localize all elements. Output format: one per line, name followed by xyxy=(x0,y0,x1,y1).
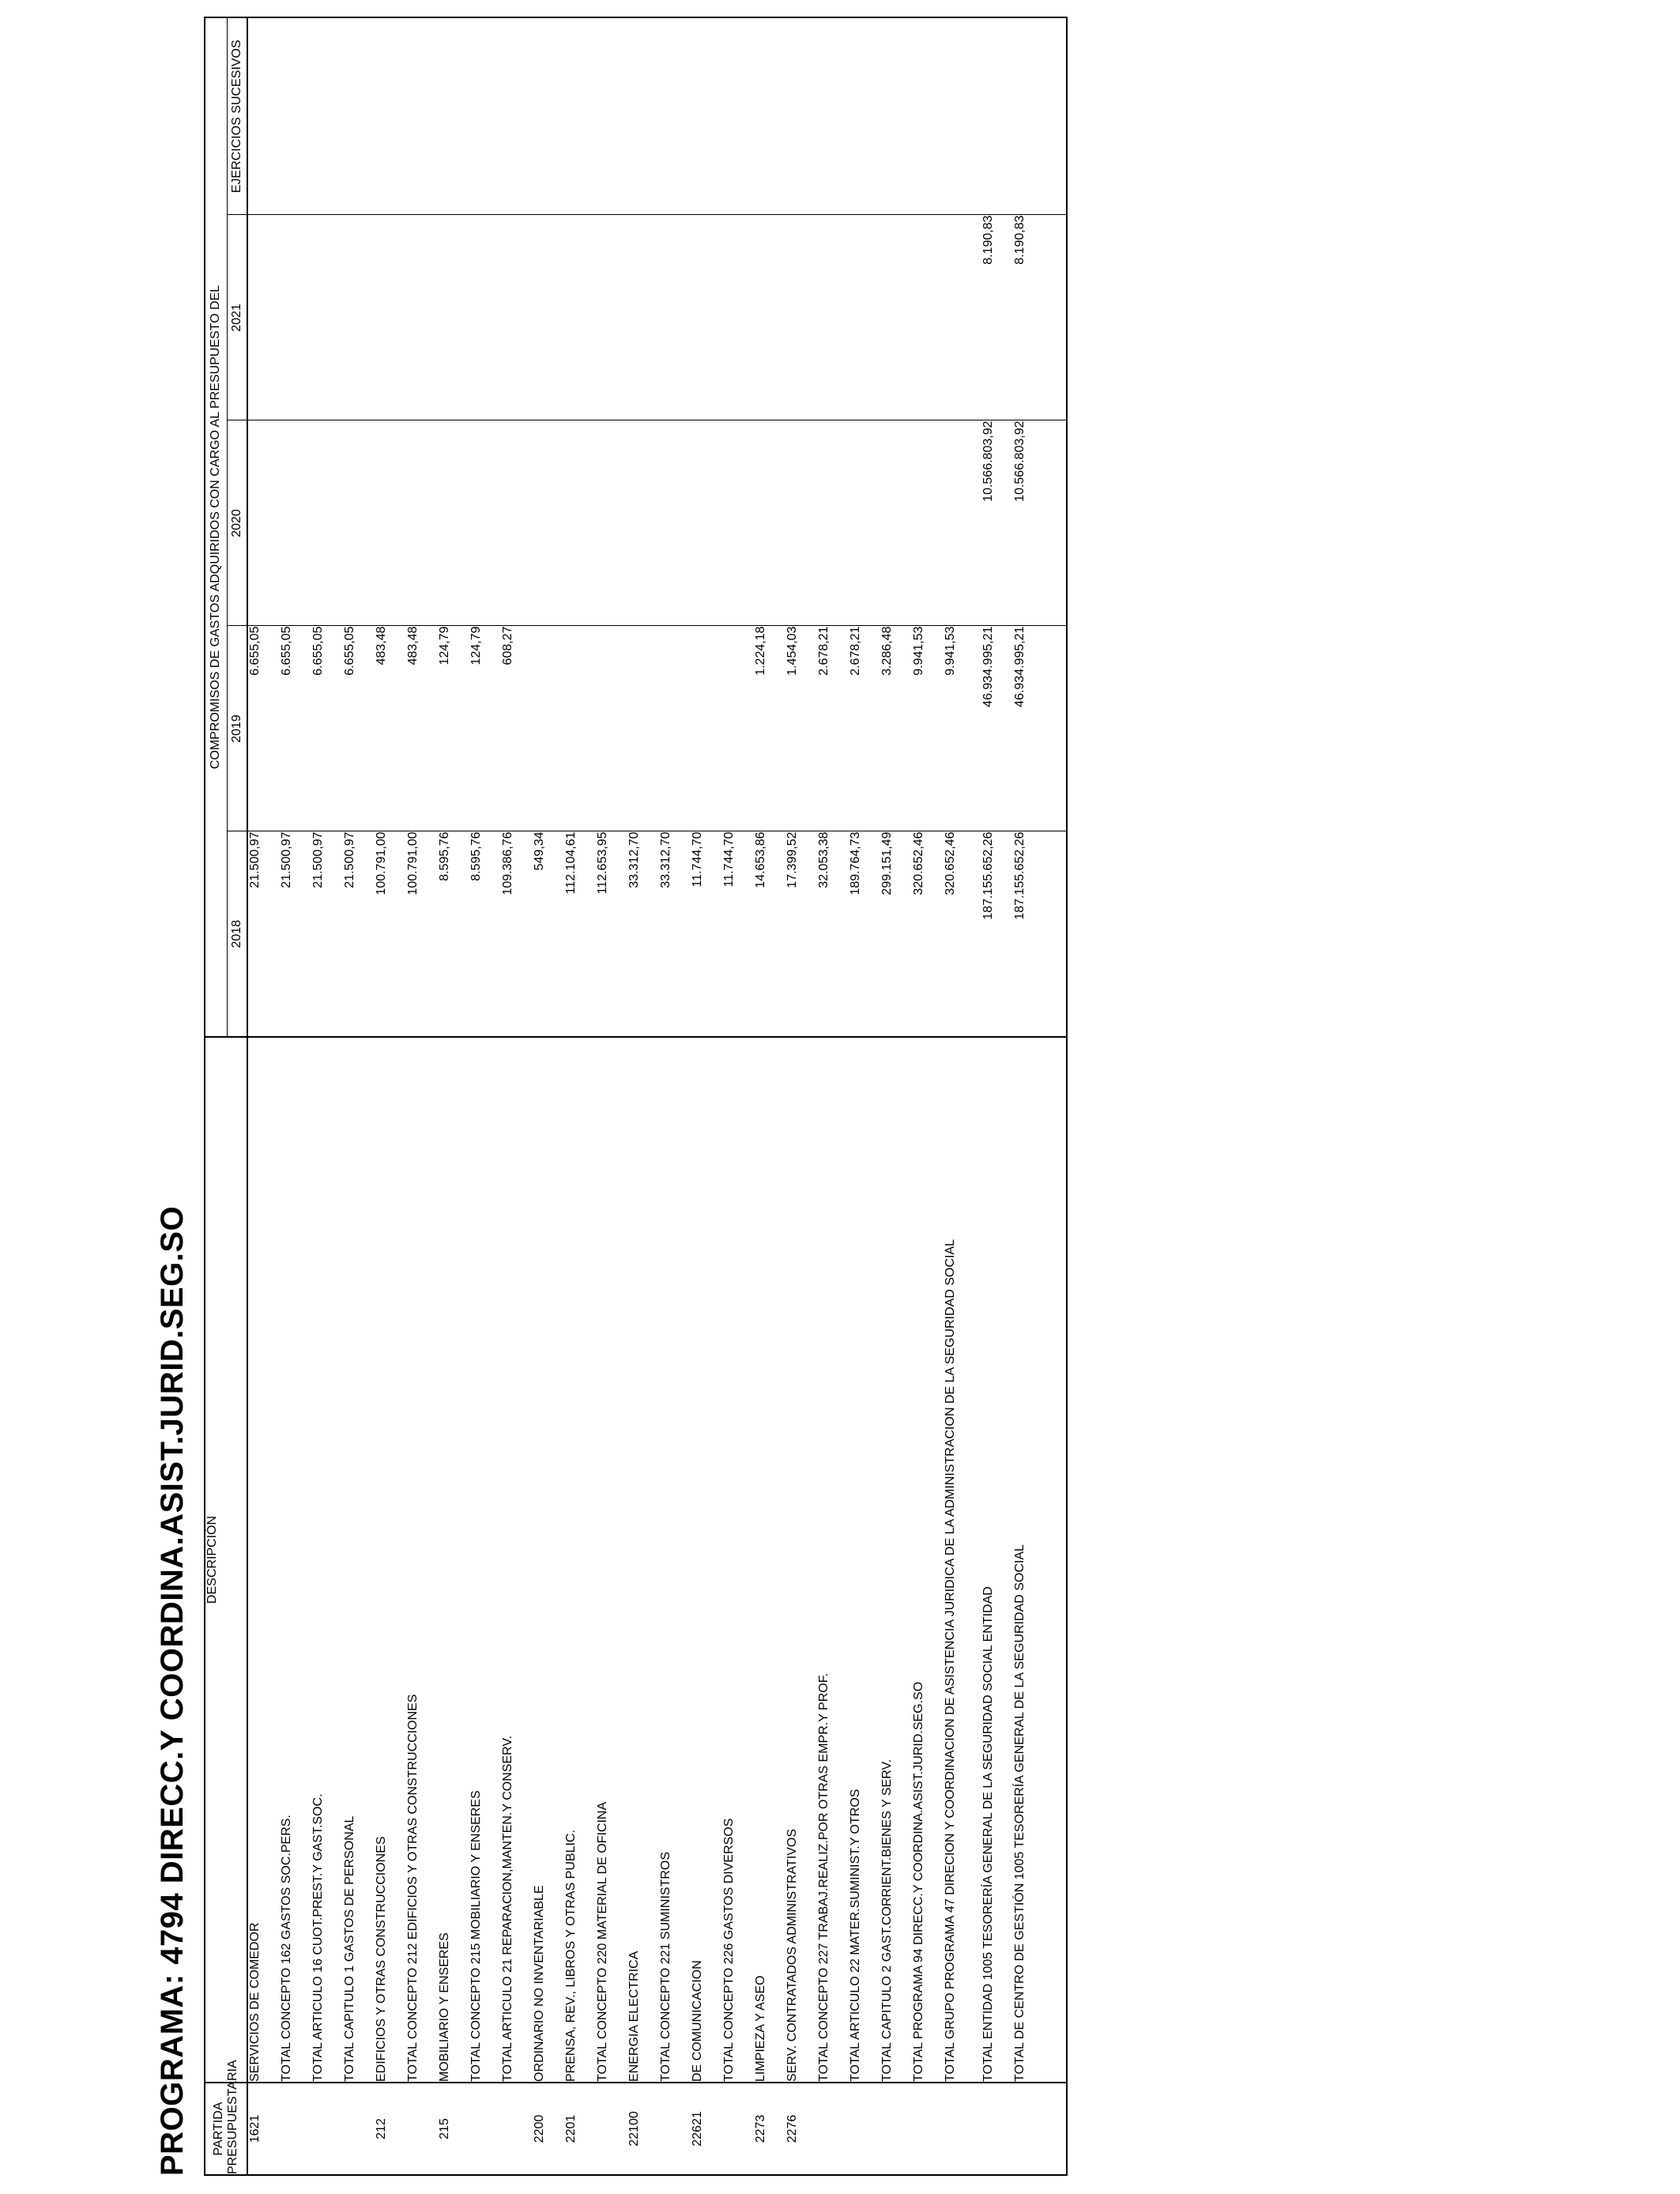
amount-cell-vsuc xyxy=(438,17,469,215)
table-row xyxy=(691,17,722,2175)
descripcion-cell: TOTAL CONCEPTO 215 MOBILIARIO Y ENSERES xyxy=(469,1037,501,2083)
table-row xyxy=(533,17,564,2175)
amount-cell-vsuc xyxy=(280,17,311,215)
amount-cell-v2020: 10.566.803,92 xyxy=(981,420,1013,626)
amount-cell-v2021 xyxy=(280,215,311,420)
amount-cell-v2020 xyxy=(754,420,785,626)
table-row xyxy=(564,17,596,2175)
amount-cell-v2018: 549,34 xyxy=(533,831,564,1037)
amount-cell-v2018: 21.500,97 xyxy=(343,831,375,1037)
amount-cell-v2021 xyxy=(438,215,469,420)
amount-cell-v2019: 483,48 xyxy=(406,626,438,831)
amount-cell-v2019: 9.941,53 xyxy=(944,626,981,831)
descripcion-cell: SERVICIOS DE COMEDOR xyxy=(247,1037,280,2083)
partida-cell xyxy=(1013,2083,1045,2175)
amount-cell-vsuc xyxy=(343,17,375,215)
partida-cell: 2201 xyxy=(564,2083,596,2175)
table-row xyxy=(722,17,754,2175)
filler-cell xyxy=(1045,2083,1067,2175)
amount-cell-v2021 xyxy=(944,215,981,420)
amount-cell-v2019: 608,27 xyxy=(501,626,533,831)
amount-cell-v2020: 10.566.803,92 xyxy=(1013,420,1045,626)
amount-cell-v2021 xyxy=(247,215,280,420)
amount-cell-vsuc xyxy=(247,17,280,215)
descripcion-cell: LIMPIEZA Y ASEO xyxy=(754,1037,785,2083)
amount-cell-v2018: 11.744,70 xyxy=(691,831,722,1037)
amount-cell-v2020 xyxy=(817,420,849,626)
amount-cell-v2020 xyxy=(280,420,311,626)
descripcion-cell: TOTAL CONCEPTO 221 SUMINISTROS xyxy=(659,1037,691,2083)
amount-cell-v2018: 187.155.652,26 xyxy=(981,831,1013,1037)
descripcion-cell: TOTAL ARTICULO 16 CUOT.PREST.Y GAST.SOC. xyxy=(311,1037,343,2083)
descripcion-cell: TOTAL CAPITULO 2 GAST.CORRIENT.BIENES Y SERV. xyxy=(880,1037,912,2083)
amount-cell-v2018: 109.386,76 xyxy=(501,831,533,1037)
filler-cell xyxy=(1045,420,1067,626)
amount-cell-v2020 xyxy=(311,420,343,626)
amount-cell-v2019: 124,79 xyxy=(469,626,501,831)
amount-cell-v2018: 14.653,86 xyxy=(754,831,785,1037)
amount-cell-v2021 xyxy=(406,215,438,420)
descripcion-cell: MOBILIARIO Y ENSERES xyxy=(438,1037,469,2083)
amount-cell-v2018: 21.500,97 xyxy=(311,831,343,1037)
descripcion-cell: TOTAL CONCEPTO 227 TRABAJ.REALIZ.POR OTRAS EMPR.Y PROF. xyxy=(817,1037,849,2083)
descripcion-cell: TOTAL DE CENTRO DE GESTIÓN 1005 TESORERÍA GENERAL DE LA SEGURIDAD SOCIAL xyxy=(1013,1037,1045,2083)
amount-cell-v2021 xyxy=(785,215,817,420)
amount-cell-vsuc xyxy=(659,17,691,215)
amount-cell-vsuc xyxy=(533,17,564,215)
amount-cell-v2020 xyxy=(375,420,406,626)
amount-cell-vsuc xyxy=(944,17,981,215)
amount-cell-v2019: 2.678,21 xyxy=(849,626,880,831)
amount-cell-v2021 xyxy=(564,215,596,420)
amount-cell-v2021 xyxy=(849,215,880,420)
table-row xyxy=(501,17,533,2175)
page-title: PROGRAMA: 4794 DIRECC.Y COORDINA.ASIST.JURID.SEG.SO xyxy=(155,1205,190,2176)
partida-cell: 215 xyxy=(438,2083,469,2175)
descripcion-cell: ORDINARIO NO INVENTARIABLE xyxy=(533,1037,564,2083)
amount-cell-v2021 xyxy=(722,215,754,420)
table-row xyxy=(912,17,944,2175)
filler-cell xyxy=(1045,1037,1067,2083)
amount-cell-v2019: 6.655,05 xyxy=(247,626,280,831)
header-ejercicios-sucesivos: EJERCICIOS SUCESIVOS xyxy=(227,17,247,215)
amount-cell-v2018: 21.500,97 xyxy=(247,831,280,1037)
table-row xyxy=(849,17,880,2175)
filler-cell xyxy=(1045,831,1067,1037)
amount-cell-vsuc xyxy=(691,17,722,215)
descripcion-cell: TOTAL CONCEPTO 226 GASTOS DIVERSOS xyxy=(722,1037,754,2083)
amount-cell-v2019 xyxy=(722,626,754,831)
partida-cell: 2276 xyxy=(785,2083,817,2175)
amount-cell-v2021 xyxy=(469,215,501,420)
partida-cell xyxy=(944,2083,981,2175)
amount-cell-v2020 xyxy=(501,420,533,626)
amount-cell-vsuc xyxy=(981,17,1013,215)
partida-cell: 1621 xyxy=(247,2083,280,2175)
descripcion-cell: TOTAL ENTIDAD 1005 TESORERÍA GENERAL DE LA SEGURIDAD SOCIAL ENTIDAD xyxy=(981,1037,1013,2083)
amount-cell-v2021: 8.190,83 xyxy=(981,215,1013,420)
amount-cell-v2020 xyxy=(722,420,754,626)
amount-cell-v2020 xyxy=(343,420,375,626)
descripcion-cell: TOTAL GRUPO PROGRAMA 47 DIRECION Y COORDINACION DE ASISTENCIA JURIDICA DE LA ADMINISTRACION DE LA SEGURIDAD SOCIAL xyxy=(944,1037,981,2083)
table-row xyxy=(785,17,817,2175)
amount-cell-v2019 xyxy=(564,626,596,831)
amount-cell-v2019 xyxy=(533,626,564,831)
table-row xyxy=(311,17,343,2175)
amount-cell-v2018: 100.791,00 xyxy=(406,831,438,1037)
amount-cell-v2019: 483,48 xyxy=(375,626,406,831)
amount-cell-v2019: 9.941,53 xyxy=(912,626,944,831)
table-row xyxy=(596,17,627,2175)
table-row xyxy=(981,17,1013,2175)
amount-cell-v2020 xyxy=(627,420,659,626)
amount-cell-v2018: 299.151,49 xyxy=(880,831,912,1037)
descripcion-cell: ENERGIA ELECTRICA xyxy=(627,1037,659,2083)
amount-cell-v2019 xyxy=(627,626,659,831)
amount-cell-vsuc xyxy=(912,17,944,215)
table-row xyxy=(438,17,469,2175)
table-row xyxy=(1013,17,1045,2175)
amount-cell-v2018: 8.595,76 xyxy=(469,831,501,1037)
amount-cell-v2021 xyxy=(501,215,533,420)
amount-cell-vsuc xyxy=(785,17,817,215)
partida-cell: 2273 xyxy=(754,2083,785,2175)
table-row xyxy=(627,17,659,2175)
amount-cell-v2020 xyxy=(596,420,627,626)
descripcion-cell: EDIFICIOS Y OTRAS CONSTRUCCIONES xyxy=(375,1037,406,2083)
amount-cell-vsuc xyxy=(1013,17,1045,215)
amount-cell-v2021 xyxy=(880,215,912,420)
table-body xyxy=(247,17,1067,2175)
amount-cell-v2018: 112.653,95 xyxy=(596,831,627,1037)
partida-cell xyxy=(817,2083,849,2175)
amount-cell-v2018: 100.791,00 xyxy=(375,831,406,1037)
amount-cell-v2020 xyxy=(691,420,722,626)
amount-cell-v2018: 187.155.652,26 xyxy=(1013,831,1045,1037)
descripcion-cell: TOTAL ARTICULO 22 MATER.SUMINIST.Y OTROS xyxy=(849,1037,880,2083)
amount-cell-v2020 xyxy=(533,420,564,626)
table-row xyxy=(247,17,280,2175)
amount-cell-v2021 xyxy=(691,215,722,420)
amount-cell-v2021 xyxy=(912,215,944,420)
partida-cell xyxy=(406,2083,438,2175)
partida-cell xyxy=(880,2083,912,2175)
filler-row xyxy=(1045,17,1067,2175)
partida-cell xyxy=(280,2083,311,2175)
descripcion-cell: TOTAL PROGRAMA 94 DIRECC.Y COORDINA.ASIST.JURID.SEG.SO xyxy=(912,1037,944,2083)
amount-cell-v2021 xyxy=(596,215,627,420)
amount-cell-v2018: 189.764,73 xyxy=(849,831,880,1037)
amount-cell-v2021 xyxy=(659,215,691,420)
amount-cell-v2018: 11.744,70 xyxy=(722,831,754,1037)
amount-cell-v2019: 3.286,48 xyxy=(880,626,912,831)
partida-cell xyxy=(469,2083,501,2175)
table-row xyxy=(944,17,981,2175)
partida-cell xyxy=(912,2083,944,2175)
header-year-2020: 2020 xyxy=(227,420,247,626)
partida-cell xyxy=(722,2083,754,2175)
descripcion-cell: PRENSA, REV., LIBROS Y OTRAS PUBLIC. xyxy=(564,1037,596,2083)
amount-cell-vsuc xyxy=(375,17,406,215)
table-row xyxy=(375,17,406,2175)
descripcion-cell: DE COMUNICACION xyxy=(691,1037,722,2083)
amount-cell-vsuc xyxy=(311,17,343,215)
amount-cell-v2020 xyxy=(912,420,944,626)
descripcion-cell: TOTAL CONCEPTO 220 MATERIAL DE OFICINA xyxy=(596,1037,627,2083)
amount-cell-v2020 xyxy=(438,420,469,626)
amount-cell-v2020 xyxy=(880,420,912,626)
amount-cell-v2019: 1.454,03 xyxy=(785,626,817,831)
amount-cell-v2021 xyxy=(343,215,375,420)
amount-cell-v2020 xyxy=(564,420,596,626)
filler-cell xyxy=(1045,626,1067,831)
table-row xyxy=(280,17,311,2175)
descripcion-cell: TOTAL CONCEPTO 212 EDIFICIOS Y OTRAS CONSTRUCCIONES xyxy=(406,1037,438,2083)
header-compromisos: COMPROMISOS DE GASTOS ADQUIRIDOS CON CARGO AL PRESUPUESTO DEL xyxy=(205,17,227,1037)
amount-cell-v2018: 33.312,70 xyxy=(659,831,691,1037)
amount-cell-vsuc xyxy=(596,17,627,215)
amount-cell-v2019: 6.655,05 xyxy=(311,626,343,831)
amount-cell-v2019: 124,79 xyxy=(438,626,469,831)
amount-cell-v2018: 8.595,76 xyxy=(438,831,469,1037)
amount-cell-v2019: 46.934.995,21 xyxy=(981,626,1013,831)
partida-cell xyxy=(596,2083,627,2175)
table-row xyxy=(343,17,375,2175)
table-row xyxy=(469,17,501,2175)
header-year-2018: 2018 xyxy=(227,831,247,1037)
descripcion-cell: TOTAL ARTICULO 21 REPARACION,MANTEN.Y CONSERV. xyxy=(501,1037,533,2083)
amount-cell-v2018: 21.500,97 xyxy=(280,831,311,1037)
header-year-2021: 2021 xyxy=(227,215,247,420)
partida-cell: 2200 xyxy=(533,2083,564,2175)
amount-cell-v2018: 17.399,52 xyxy=(785,831,817,1037)
amount-cell-vsuc xyxy=(849,17,880,215)
descripcion-cell: TOTAL CONCEPTO 162 GASTOS SOC.PERS. xyxy=(280,1037,311,2083)
table-row xyxy=(817,17,849,2175)
partida-cell: 22100 xyxy=(627,2083,659,2175)
amount-cell-vsuc xyxy=(406,17,438,215)
amount-cell-v2019: 2.678,21 xyxy=(817,626,849,831)
table-row xyxy=(754,17,785,2175)
partida-cell xyxy=(659,2083,691,2175)
amount-cell-v2021 xyxy=(817,215,849,420)
amount-cell-vsuc xyxy=(817,17,849,215)
header-partida: PARTIDA PRESUPUESTARIA xyxy=(205,2083,247,2175)
partida-cell xyxy=(311,2083,343,2175)
descripcion-cell: SERV. CONTRATADOS ADMINISTRATIVOS xyxy=(785,1037,817,2083)
partida-cell xyxy=(501,2083,533,2175)
amount-cell-v2019: 6.655,05 xyxy=(343,626,375,831)
amount-cell-v2019 xyxy=(596,626,627,831)
amount-cell-vsuc xyxy=(501,17,533,215)
amount-cell-v2020 xyxy=(469,420,501,626)
amount-cell-v2018: 320.652,46 xyxy=(944,831,981,1037)
header-year-2019: 2019 xyxy=(227,626,247,831)
amount-cell-v2019: 6.655,05 xyxy=(280,626,311,831)
amount-cell-v2021 xyxy=(754,215,785,420)
amount-cell-vsuc xyxy=(627,17,659,215)
amount-cell-vsuc xyxy=(469,17,501,215)
table-row xyxy=(880,17,912,2175)
amount-cell-v2021 xyxy=(627,215,659,420)
amount-cell-v2019: 46.934.995,21 xyxy=(1013,626,1045,831)
partida-cell xyxy=(981,2083,1013,2175)
amount-cell-v2020 xyxy=(406,420,438,626)
amount-cell-v2018: 32.053,38 xyxy=(817,831,849,1037)
amount-cell-v2018: 33.312,70 xyxy=(627,831,659,1037)
table-row xyxy=(406,17,438,2175)
descripcion-cell: TOTAL CAPITULO 1 GASTOS DE PERSONAL xyxy=(343,1037,375,2083)
amount-cell-vsuc xyxy=(880,17,912,215)
amount-cell-v2020 xyxy=(247,420,280,626)
amount-cell-v2021 xyxy=(375,215,406,420)
amount-cell-vsuc xyxy=(564,17,596,215)
amount-cell-v2018: 112.104,61 xyxy=(564,831,596,1037)
amount-cell-vsuc xyxy=(754,17,785,215)
filler-cell xyxy=(1045,17,1067,215)
amount-cell-v2020 xyxy=(785,420,817,626)
partida-cell xyxy=(849,2083,880,2175)
amount-cell-vsuc xyxy=(722,17,754,215)
amount-cell-v2021: 8.190,83 xyxy=(1013,215,1045,420)
filler-cell xyxy=(1045,215,1067,420)
amount-cell-v2019 xyxy=(659,626,691,831)
amount-cell-v2020 xyxy=(849,420,880,626)
partida-cell xyxy=(343,2083,375,2175)
header-descripcion: DESCRIPCIÓN xyxy=(205,1037,247,2083)
amount-cell-v2020 xyxy=(944,420,981,626)
amount-cell-v2021 xyxy=(533,215,564,420)
amount-cell-v2020 xyxy=(659,420,691,626)
amount-cell-v2019: 1.224,18 xyxy=(754,626,785,831)
amount-cell-v2021 xyxy=(311,215,343,420)
partida-cell: 212 xyxy=(375,2083,406,2175)
partida-cell: 22621 xyxy=(691,2083,722,2175)
budget-table xyxy=(204,17,1068,2176)
amount-cell-v2019 xyxy=(691,626,722,831)
table-row xyxy=(659,17,691,2175)
amount-cell-v2018: 320.652,46 xyxy=(912,831,944,1037)
